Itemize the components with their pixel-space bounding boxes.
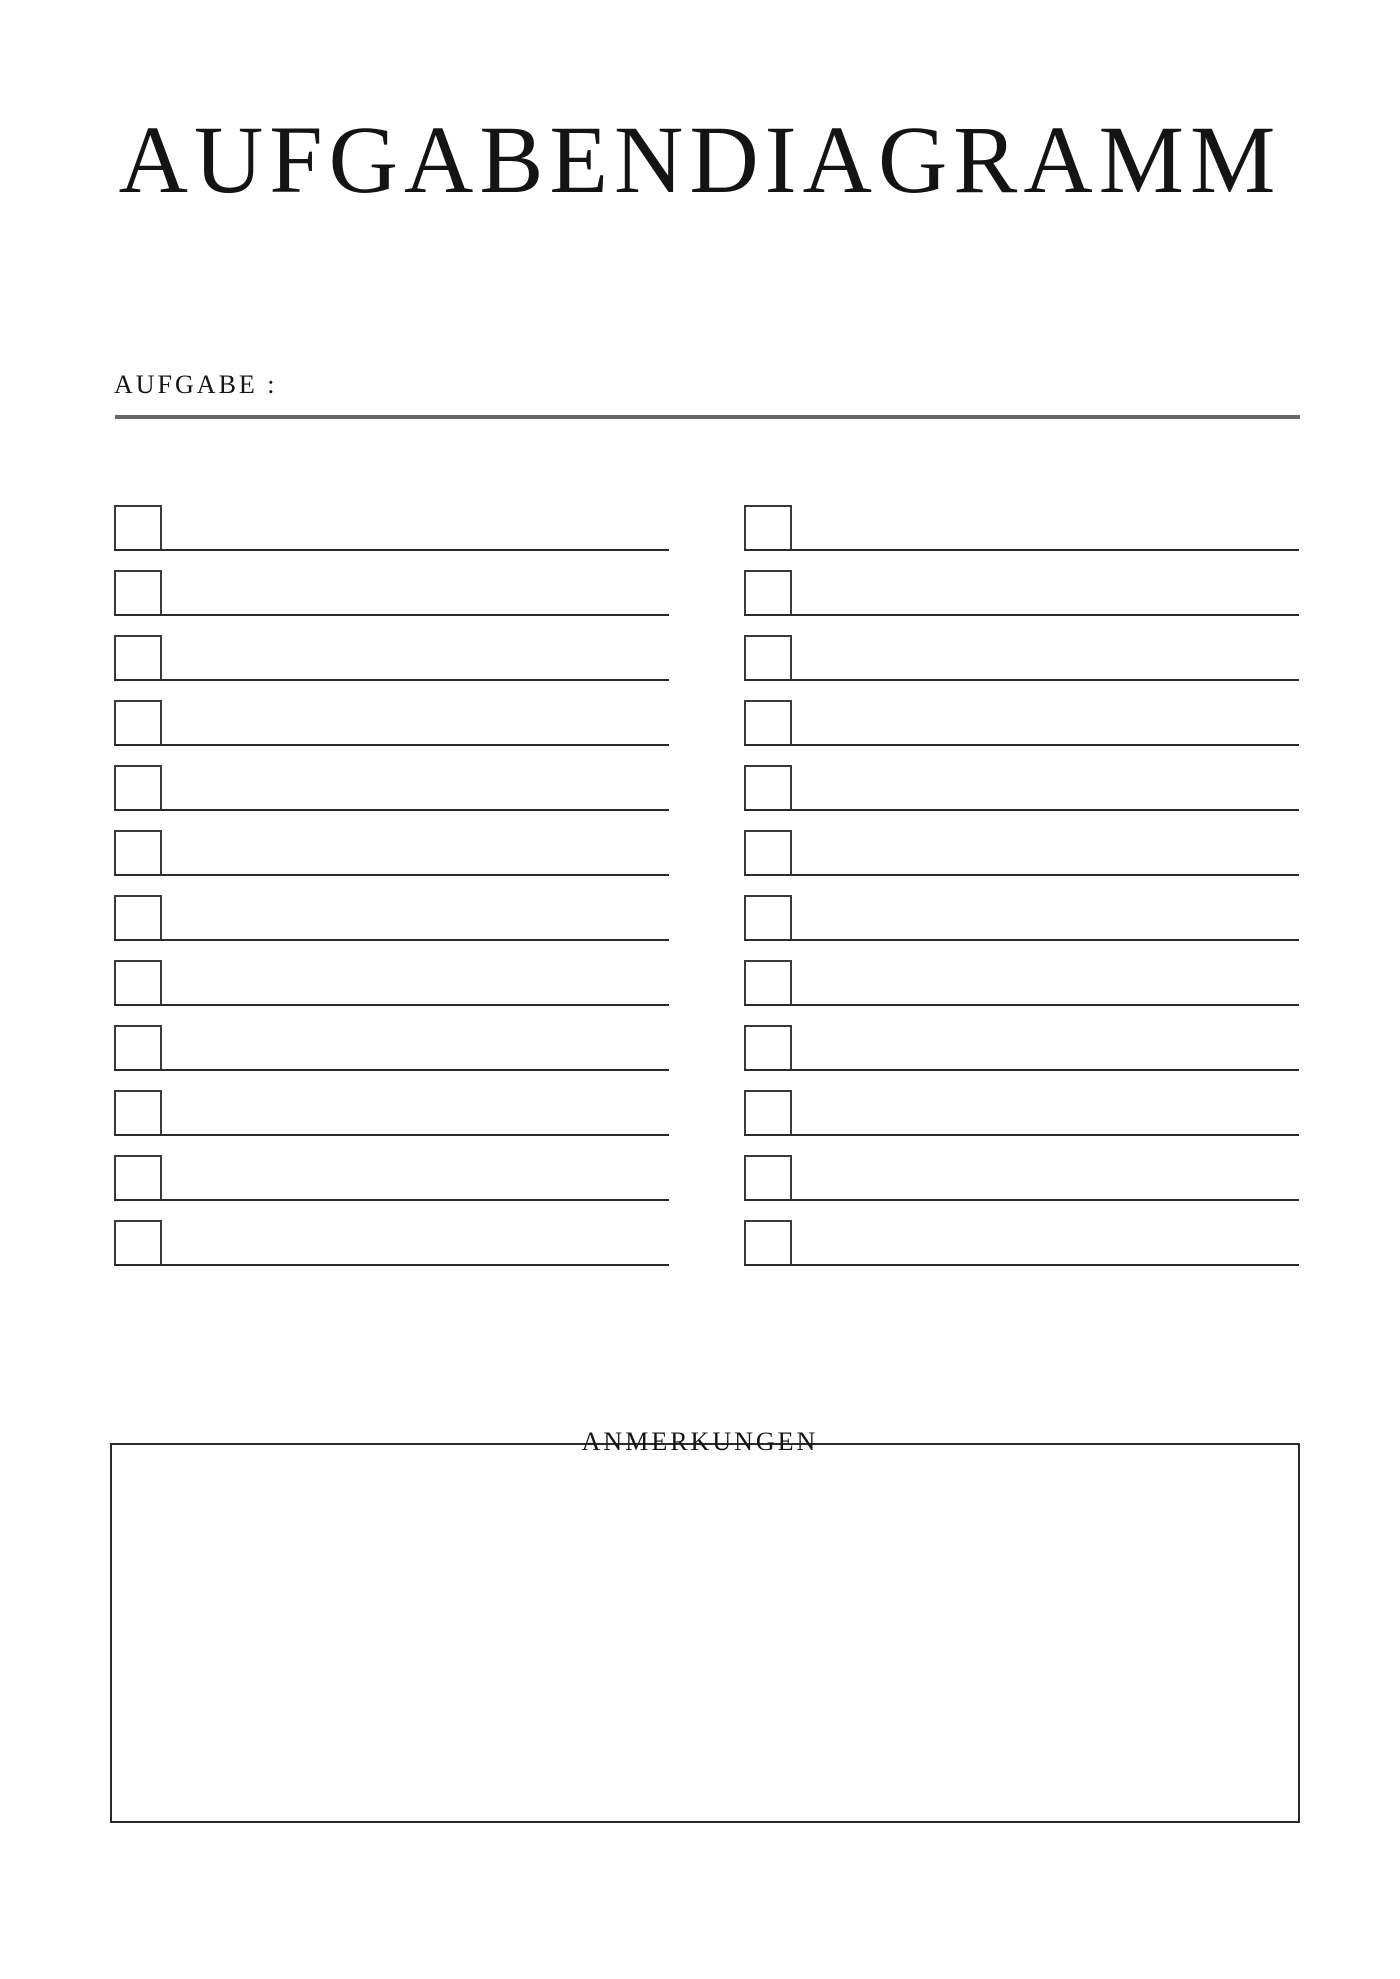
checkbox[interactable]	[114, 635, 162, 679]
checklist-write-line[interactable]	[114, 1069, 669, 1071]
checkbox[interactable]	[114, 505, 162, 549]
checklist-write-line[interactable]	[744, 1134, 1299, 1136]
checklist-row	[114, 1220, 669, 1268]
checklist-row	[114, 505, 669, 553]
checkbox[interactable]	[114, 1090, 162, 1134]
checklist-row	[744, 960, 1299, 1008]
notes-box[interactable]	[110, 1443, 1300, 1823]
checkbox[interactable]	[114, 1155, 162, 1199]
checkbox[interactable]	[744, 1025, 792, 1069]
checklist-write-line[interactable]	[114, 939, 669, 941]
checklist-write-line[interactable]	[744, 1069, 1299, 1071]
checklist-write-line[interactable]	[114, 874, 669, 876]
checkbox[interactable]	[744, 960, 792, 1004]
checkbox[interactable]	[744, 1155, 792, 1199]
checkbox[interactable]	[744, 765, 792, 809]
checkbox[interactable]	[744, 1090, 792, 1134]
checkbox[interactable]	[114, 700, 162, 744]
checkbox[interactable]	[744, 895, 792, 939]
checklist-write-line[interactable]	[744, 874, 1299, 876]
task-input-line[interactable]	[115, 415, 1300, 419]
checklist-row	[114, 765, 669, 813]
checklist-left-column	[114, 505, 669, 1285]
checklist-row	[114, 830, 669, 878]
checklist-row	[114, 960, 669, 1008]
checkbox[interactable]	[114, 960, 162, 1004]
checklist-write-line[interactable]	[744, 614, 1299, 616]
notes-title: ANMERKUNGEN	[581, 1427, 819, 1456]
checklist-row	[744, 700, 1299, 748]
page-title: AUFGABENDIAGRAMM	[118, 106, 1282, 213]
checklist-row	[744, 895, 1299, 943]
checkbox[interactable]	[744, 635, 792, 679]
checklist-write-line[interactable]	[114, 679, 669, 681]
checklist-row	[114, 700, 669, 748]
checkbox[interactable]	[744, 700, 792, 744]
checkbox[interactable]	[744, 570, 792, 614]
checklist-write-line[interactable]	[114, 1264, 669, 1266]
checklist-write-line[interactable]	[114, 809, 669, 811]
checklist-row	[744, 635, 1299, 683]
checkbox[interactable]	[744, 505, 792, 549]
checklist-row	[744, 1155, 1299, 1203]
checklist-write-line[interactable]	[114, 744, 669, 746]
checklist-row	[744, 1220, 1299, 1268]
checklist-write-line[interactable]	[744, 1199, 1299, 1201]
checklist-write-line[interactable]	[744, 549, 1299, 551]
checklist-row	[744, 765, 1299, 813]
checklist-write-line[interactable]	[744, 939, 1299, 941]
checklist-write-line[interactable]	[114, 1199, 669, 1201]
checklist-write-line[interactable]	[744, 809, 1299, 811]
checklist-write-line[interactable]	[114, 1004, 669, 1006]
checklist-row	[114, 895, 669, 943]
checkbox[interactable]	[744, 830, 792, 874]
checklist-row	[114, 570, 669, 618]
checkbox[interactable]	[744, 1220, 792, 1264]
checklist-row	[744, 1025, 1299, 1073]
checklist-write-line[interactable]	[114, 1134, 669, 1136]
checklist-write-line[interactable]	[744, 679, 1299, 681]
checkbox[interactable]	[114, 1220, 162, 1264]
checklist-write-line[interactable]	[744, 744, 1299, 746]
checklist-row	[744, 570, 1299, 618]
checklist-right-column	[744, 505, 1299, 1285]
checkbox[interactable]	[114, 830, 162, 874]
checklist-write-line[interactable]	[114, 549, 669, 551]
checklist-write-line[interactable]	[114, 614, 669, 616]
checklist-row	[114, 1025, 669, 1073]
notes-textarea[interactable]	[112, 1445, 1298, 1821]
checklist-row	[744, 1090, 1299, 1138]
checklist-row	[744, 830, 1299, 878]
checklist-row	[114, 635, 669, 683]
checklist-write-line[interactable]	[744, 1004, 1299, 1006]
checkbox[interactable]	[114, 570, 162, 614]
checkbox[interactable]	[114, 1025, 162, 1069]
checklist-row	[114, 1090, 669, 1138]
checkbox[interactable]	[114, 895, 162, 939]
checklist-write-line[interactable]	[744, 1264, 1299, 1266]
checklist-row	[114, 1155, 669, 1203]
checklist-row	[744, 505, 1299, 553]
task-label: AUFGABE :	[114, 370, 278, 399]
checkbox[interactable]	[114, 765, 162, 809]
